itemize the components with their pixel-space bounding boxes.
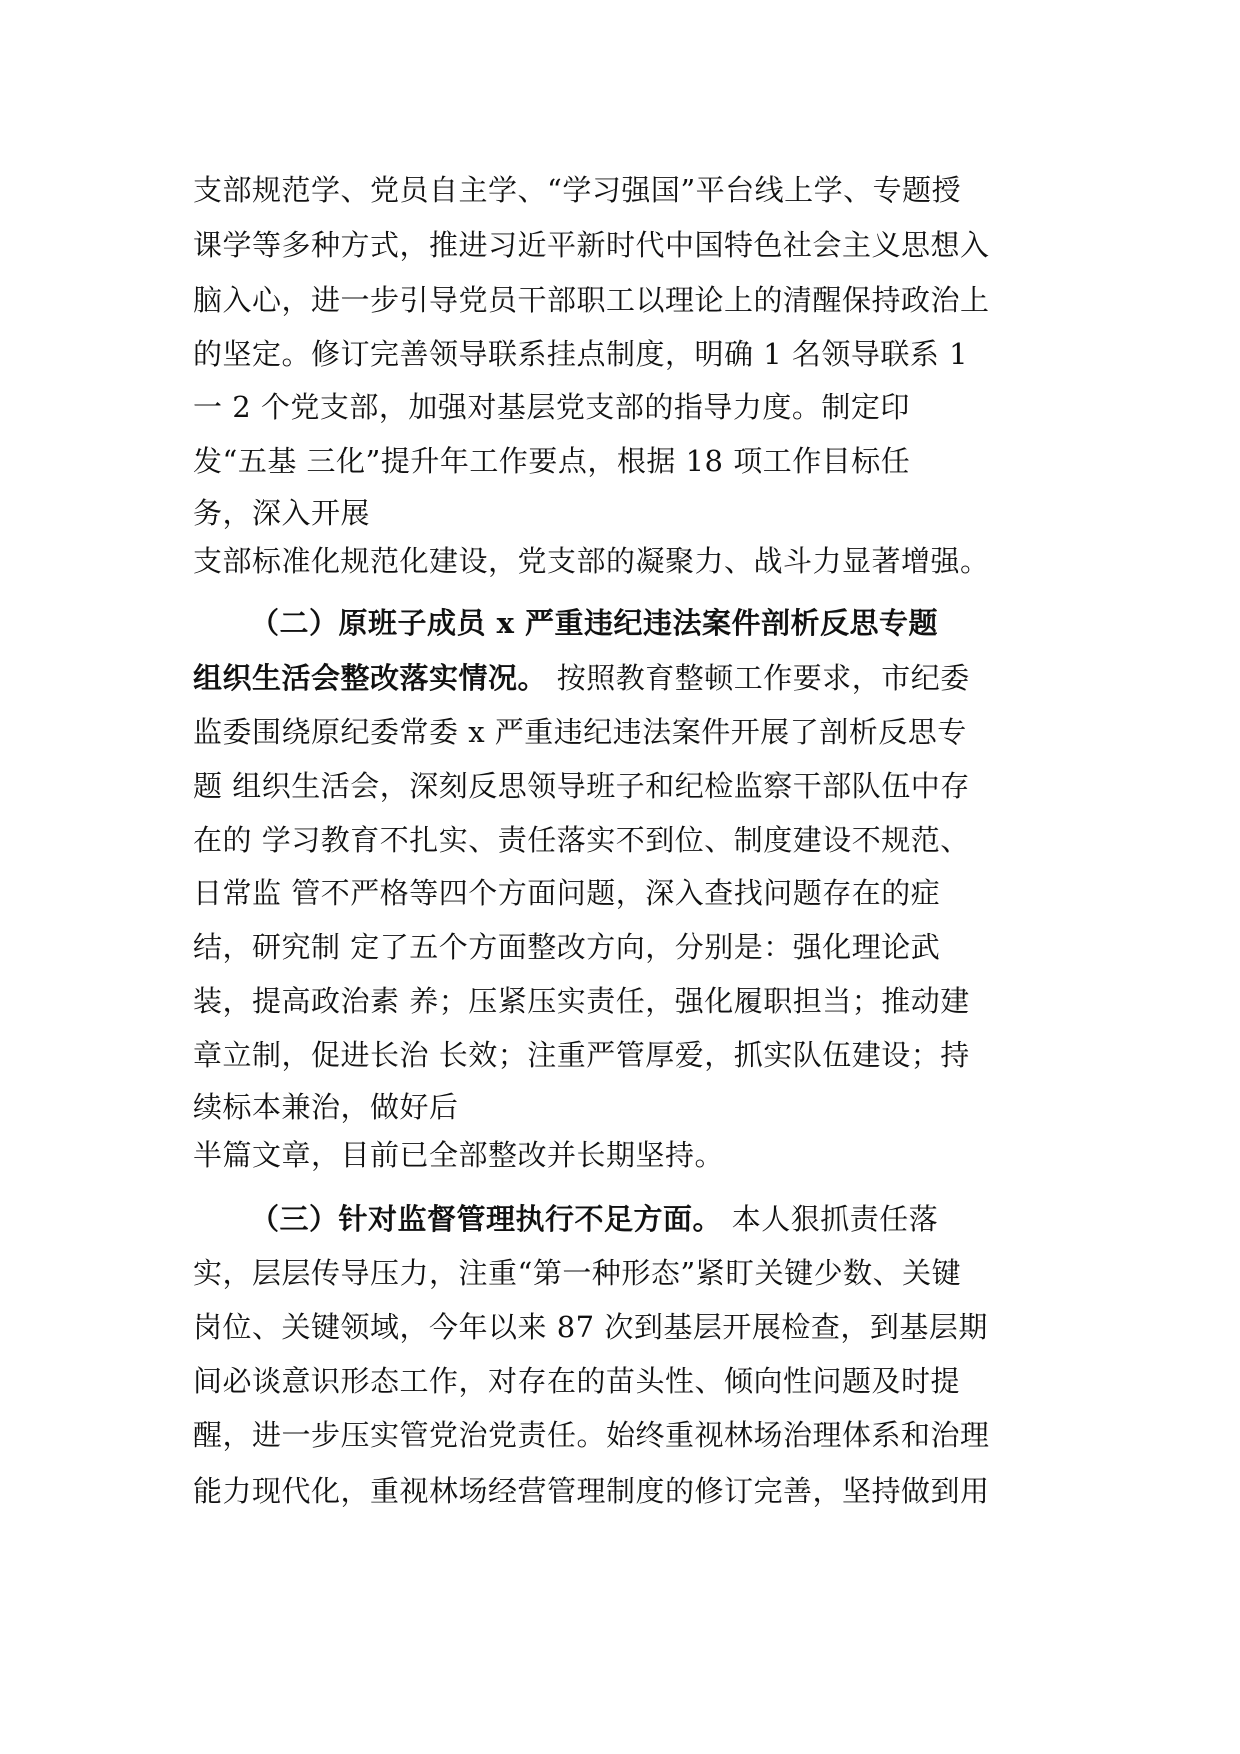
body-text: 按照教育整顿工作要求，市纪委	[547, 661, 970, 695]
body-text-line: 监委围绕原纪委常委 x 严重违纪违法案件开展了剖析反思专	[193, 715, 967, 749]
body-text-line: 脑入心，进一步引导党员干部职工以理论上的清醒保持政治上	[193, 283, 990, 317]
body-text-line: 支部标准化规范化建设，党支部的凝聚力、战斗力显著增强。	[193, 544, 990, 578]
body-text-line: 间必谈意识形态工作，对存在的苗头性、倾向性问题及时提	[193, 1364, 961, 1398]
body-text-line: 装，提高政治素 养；压紧压实责任，强化履职担当；推动建	[193, 984, 970, 1018]
body-text-line: 一 2 个党支部，加强对基层党支部的指导力度。制定印	[193, 390, 910, 424]
body-text-line: 能力现代化，重视林场经营管理制度的修订完善，坚持做到用	[193, 1474, 990, 1508]
body-text-line: 的坚定。修订完善领导联系挂点制度，明确 1 名领导联系 1	[193, 337, 969, 371]
body-text-line	[193, 658, 970, 698]
body-text-line: 醒，进一步压实管党治党责任。始终重视林场治理体系和治理	[193, 1418, 990, 1452]
section-heading-text: （三）针对监督管理执行不足方面。	[250, 1202, 723, 1236]
section-heading-text: 组织生活会整改落实情况。	[193, 661, 548, 695]
body-text-line: 日常监 管不严格等四个方面问题，深入查找问题存在的症	[193, 876, 941, 910]
body-text-line: 续标本兼治，做好后	[193, 1090, 459, 1124]
section-heading-3	[250, 1199, 938, 1239]
body-text-line: 务，深入开展	[193, 496, 371, 530]
section-heading-2	[250, 603, 938, 643]
body-text-line: 发“五基 三化”提升年工作要点，根据 18 项工作目标任	[193, 444, 911, 478]
body-text-line: 在的 学习教育不扎实、责任落实不到位、制度建设不规范、	[193, 823, 970, 857]
body-text-line: 实，层层传导压力，注重“第一种形态”紧盯关键少数、关键	[193, 1256, 962, 1290]
body-text-line: 题 组织生活会，深刻反思领导班子和纪检监察干部队伍中存	[193, 769, 970, 803]
body-text: 本人狠抓责任落	[722, 1202, 939, 1236]
section-heading-text: （二）原班子成员 x 严重违纪违法案件剖析反思专题	[250, 606, 938, 640]
body-text-line: 半篇文章，目前已全部整改并长期坚持。	[193, 1138, 725, 1172]
body-text-line: 章立制，促进长治 长效；注重严管厚爱，抓实队伍建设；持	[193, 1038, 970, 1072]
body-text-line: 岗位、关键领域，今年以来 87 次到基层开展检查，到基层期	[193, 1310, 988, 1344]
body-text-line: 结，研究制 定了五个方面整改方向，分别是：强化理论武	[193, 930, 941, 964]
body-text-line: 支部规范学、党员自主学、“学习强国”平台线上学、专题授	[193, 173, 962, 207]
body-text-line: 课学等多种方式，推进习近平新时代中国特色社会主义思想入	[193, 228, 990, 262]
